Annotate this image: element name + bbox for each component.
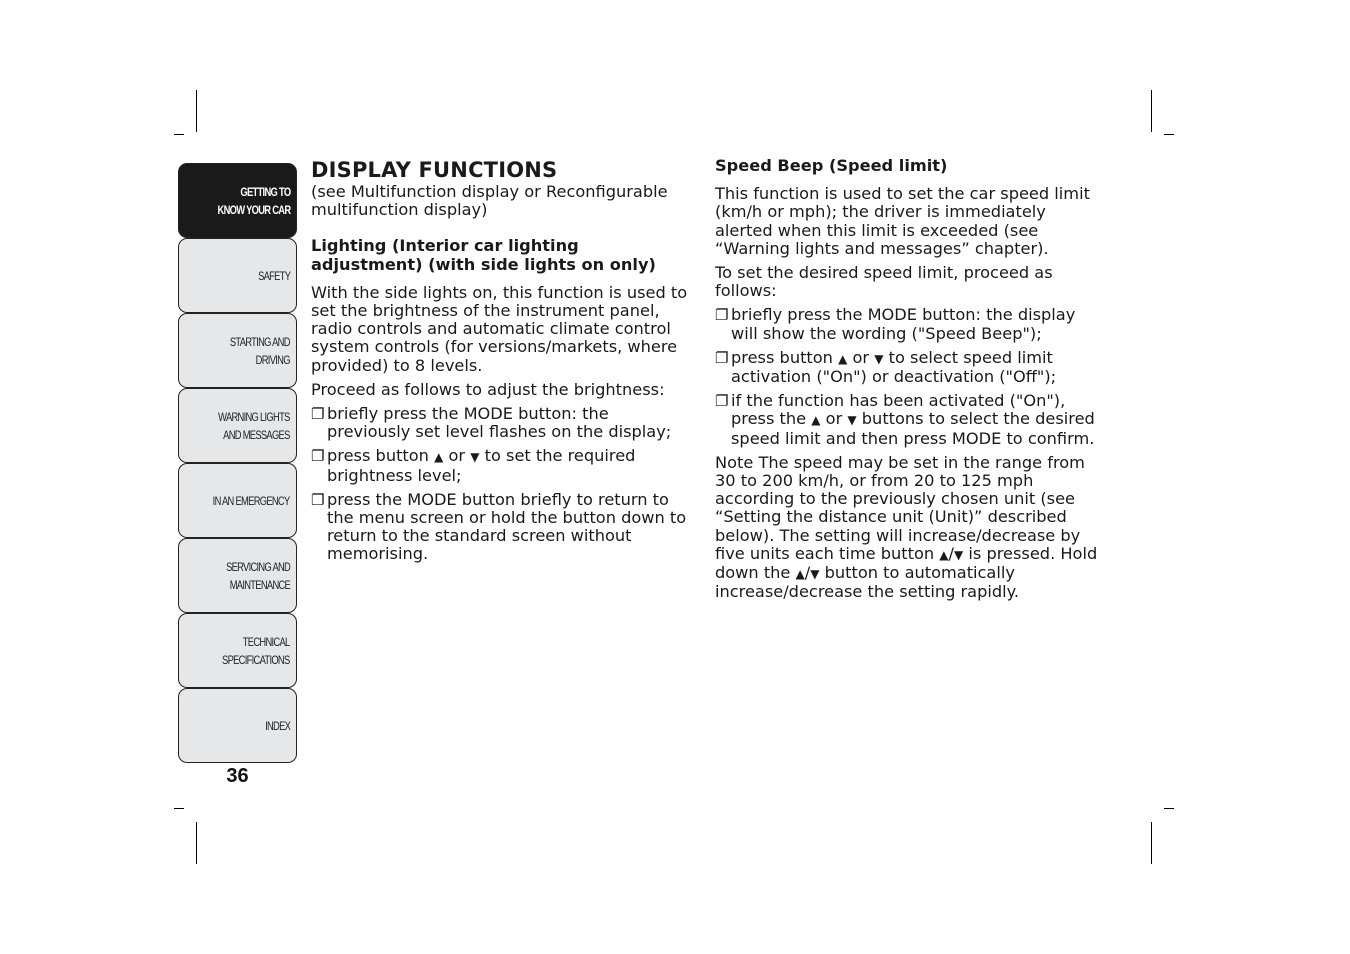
arrow-down-icon: ▼: [810, 567, 820, 582]
tab-in-an-emergency[interactable]: IN AN EMERGENCY: [178, 463, 297, 538]
list-item: ❐ press the MODE button briefly to return to the menu screen or hold the button down to return to the standard screen without memorising.: [311, 489, 687, 564]
checkbox-bullet-icon: ❐: [311, 405, 325, 424]
tab-starting-and-driving[interactable]: STARTING AND DRIVING: [178, 313, 297, 388]
crop-mark: [1164, 134, 1174, 135]
tab-technical-specifications[interactable]: TECHNICAL SPECIFICATIONS: [178, 613, 297, 688]
chapter-tabs: [178, 163, 297, 763]
list-item: ❐ briefly press the MODE button: the previously set level flashes on the display;: [311, 404, 672, 442]
lighting-instructions-intro: Proceed as follows to adjust the brightness:: [311, 379, 665, 399]
speed-range-note: Note The speed may be set in the range from 30 to 200 km/h, or from 20 to 125 mph according to the previously chosen unit (see “Setting the distance unit (Unit)” described below). The setting will increase/decrease by five units each time button ▲/▼ is pressed. Hold down the ▲/▼ button to automatically increase/decrease the setting rapidly.: [715, 452, 1098, 602]
arrow-down-icon: ▼: [874, 351, 884, 366]
section-subtitle: (see Multifunction display or Reconfigurable multifunction display): [311, 182, 668, 220]
crop-mark: [1151, 822, 1152, 864]
crop-mark: [196, 822, 197, 864]
crop-mark: [196, 90, 197, 132]
crop-mark: [174, 134, 184, 135]
list-item: ❐ if the function has been activated ("On"), press the ▲ or ▼ buttons to select the desired speed limit and then press MODE to confirm.: [715, 391, 1095, 448]
crop-mark: [1151, 90, 1152, 132]
speed-beep-description: This function is used to set the car speed limit (km/h or mph); the driver is immediately alerted when this limit is exceeded (see “Warning lights and messages” chapter).: [715, 184, 1090, 258]
checkbox-bullet-icon: ❐: [715, 348, 729, 367]
crop-mark: [174, 808, 184, 809]
arrow-up-icon: ▲: [434, 450, 444, 465]
tab-safety[interactable]: SAFETY: [178, 238, 297, 313]
lighting-heading: Lighting (Interior car lighting adjustment) (with side lights on only): [311, 236, 656, 274]
left-column: [311, 157, 691, 570]
arrow-down-icon: ▼: [470, 450, 480, 465]
page-number: 36: [226, 765, 249, 787]
arrow-up-icon: ▲: [939, 547, 949, 562]
list-item: ❐ press button ▲ or ▼ to set the required brightness level;: [311, 446, 636, 485]
list-item: ❐ press button ▲ or ▼ to select speed limit activation ("On") or deactivation ("Off");: [715, 347, 1057, 387]
tab-getting-to-know-your-car[interactable]: GETTING TO KNOW YOUR CAR: [178, 163, 297, 238]
list-item: ❐ briefly press the MODE button: the display will show the wording ("Speed Beep");: [715, 305, 1076, 343]
arrow-up-icon: ▲: [811, 413, 821, 428]
arrow-down-icon: ▼: [847, 413, 857, 428]
arrow-down-icon: ▼: [953, 547, 964, 562]
speed-beep-instructions-intro: To set the desired speed limit, proceed as follows:: [715, 263, 1053, 301]
speed-beep-heading: Speed Beep (Speed limit): [715, 156, 948, 175]
tab-servicing-and-maintenance[interactable]: SERVICING AND MAINTENANCE: [178, 538, 297, 613]
crop-mark: [1164, 808, 1174, 809]
right-column: [715, 157, 1100, 607]
tab-warning-lights[interactable]: WARNING LIGHTS AND MESSAGES: [178, 388, 297, 463]
checkbox-bullet-icon: ❐: [311, 490, 325, 509]
checkbox-bullet-icon: ❐: [311, 447, 325, 466]
section-title: DISPLAY FUNCTIONS: [311, 158, 558, 182]
arrow-up-icon: ▲: [838, 351, 848, 366]
arrow-up-icon: ▲: [795, 567, 805, 582]
checkbox-bullet-icon: ❐: [715, 306, 729, 325]
tab-index[interactable]: INDEX: [178, 688, 297, 763]
lighting-description: With the side lights on, this function is used to set the brightness of the instrument panel, radio controls and automatic climate control system controls (for versions/markets, where provided) to 8 levels.: [311, 282, 688, 375]
checkbox-bullet-icon: ❐: [715, 392, 729, 411]
